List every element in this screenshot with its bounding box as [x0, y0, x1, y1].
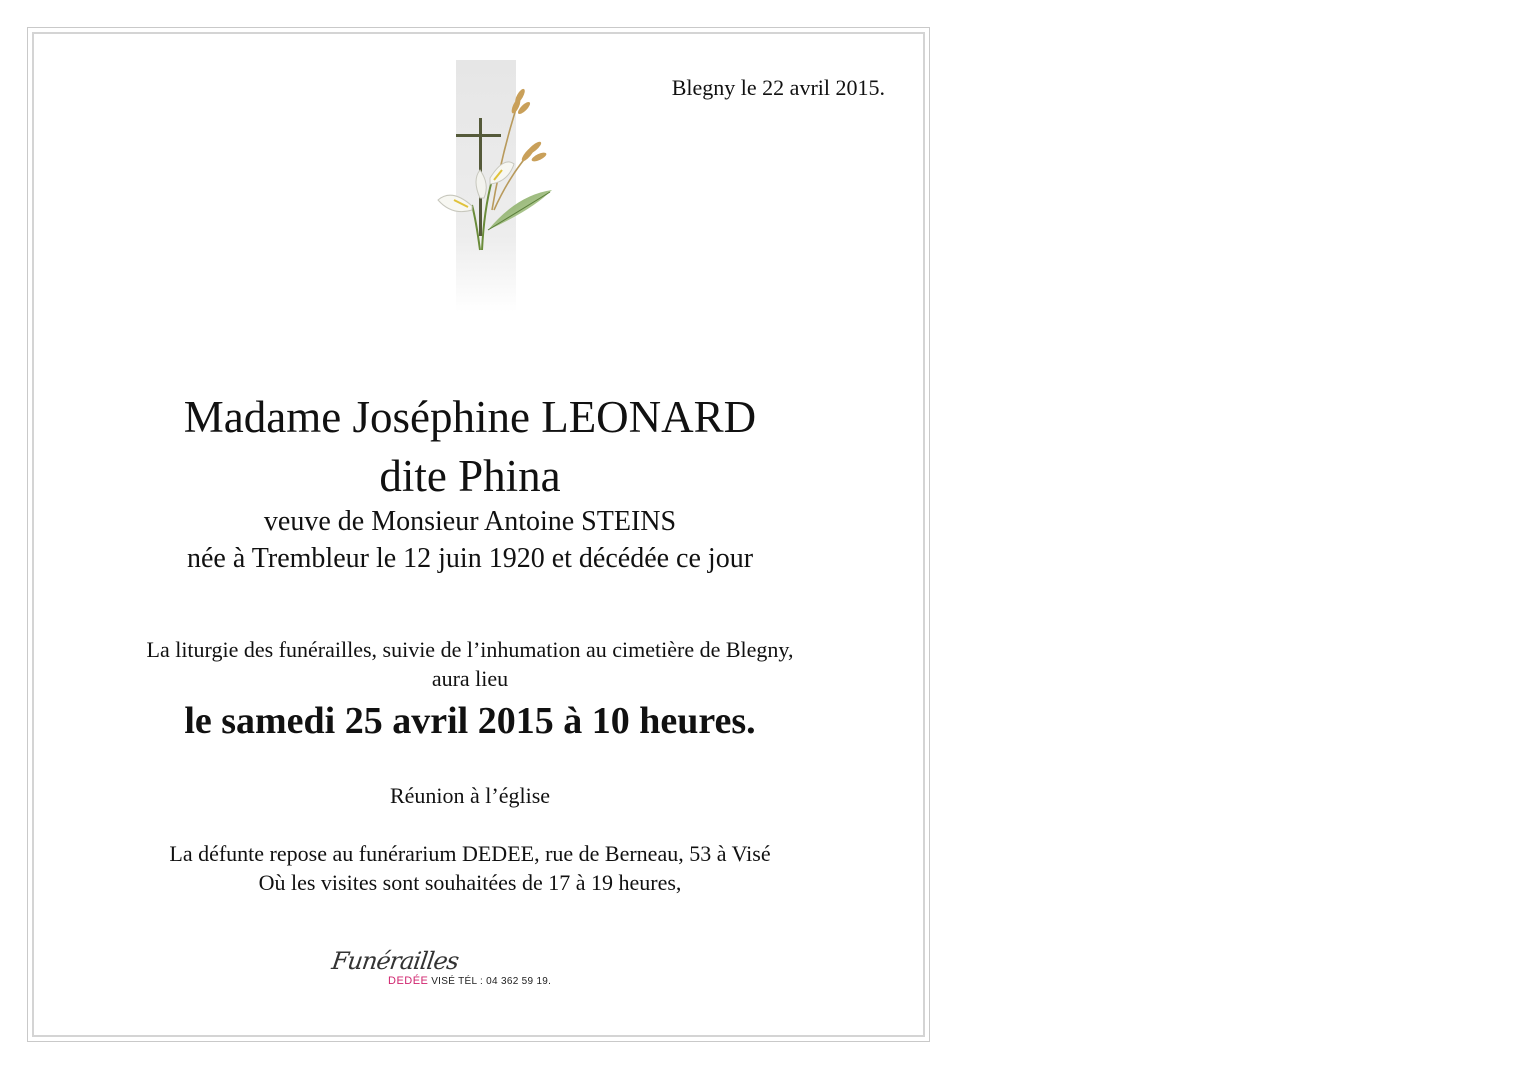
birth-death-line: née à Trembleur le 12 juin 1920 et décédée ce jour	[186, 543, 754, 574]
gathering-place: Réunion à l’église	[389, 783, 551, 808]
liturgy-text-continued: aura lieu	[431, 666, 509, 691]
funeral-home-logo	[332, 947, 572, 992]
spouse-line: veuve de Monsieur Antoine STEINS	[263, 506, 677, 537]
repose-location: La défunte repose au funérarium DEDEE, rue de Berneau, 53 à Visé	[169, 841, 771, 866]
deceased-alias: dite Phina	[379, 451, 561, 501]
ceremony-datetime: le samedi 25 avril 2015 à 10 heures.	[184, 700, 756, 742]
deceased-name: Madame Joséphine LEONARD	[183, 392, 757, 442]
liturgy-text: La liturgie des funérailles, suivie de l’inhumation au cimetière de Blegny,	[146, 637, 794, 662]
logo-contact-line	[388, 975, 551, 987]
logo-details: VISÉ TÉL : 04 362 59 19.	[431, 976, 552, 987]
cross-lily-emblem-icon	[432, 60, 562, 312]
visiting-hours: Où les visites sont souhaitées de 17 à 19 heures,	[258, 870, 682, 895]
logo-script-text: Funérailles	[330, 947, 461, 975]
logo-brand: DEDÉE	[388, 975, 429, 987]
place-date: Blegny le 22 avril 2015.	[671, 75, 885, 100]
